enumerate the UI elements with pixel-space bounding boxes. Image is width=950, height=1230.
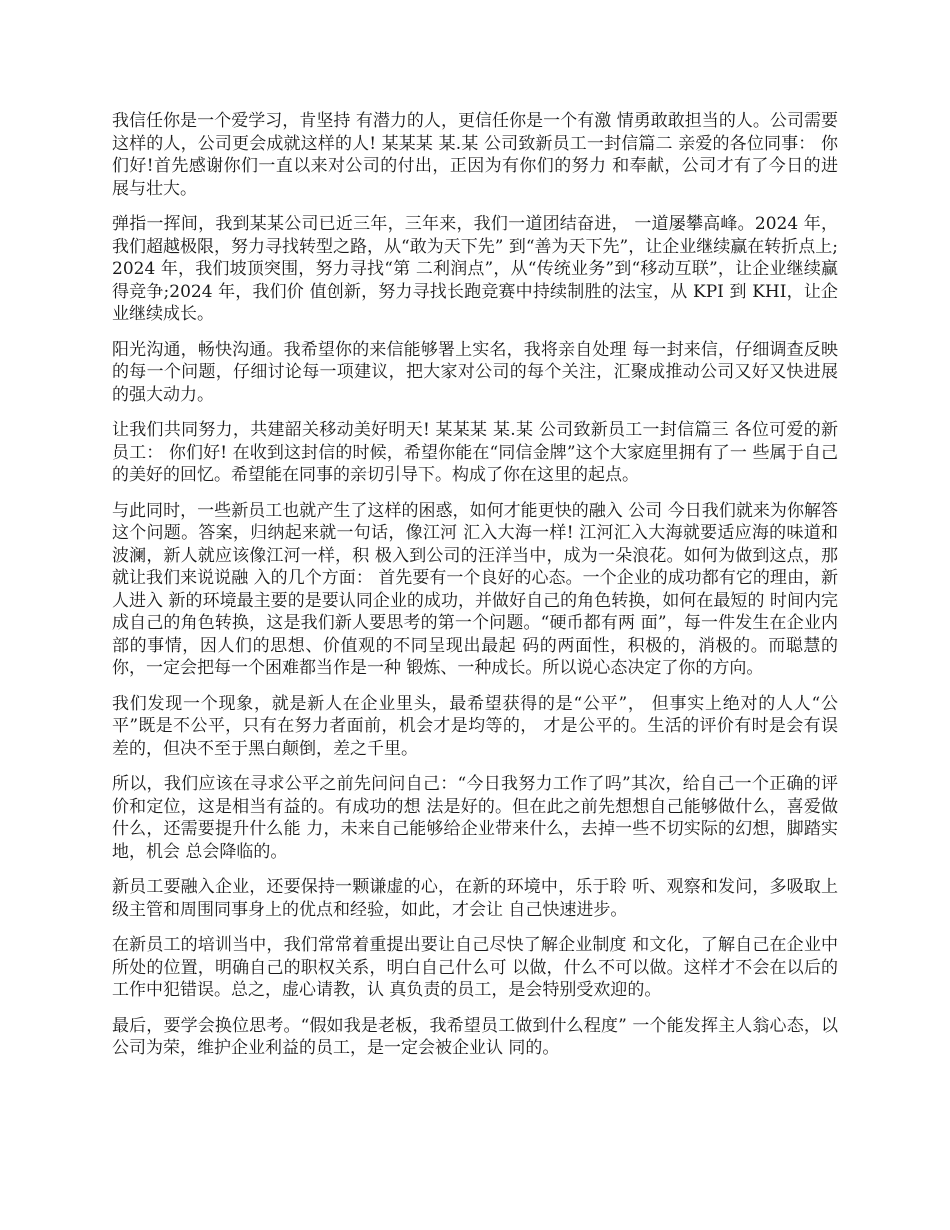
paragraph-3: 阳光沟通，畅快沟通。我希望你的来信能够署上实名，我将亲自处理 每一封来信，仔细调查反映的每一个问题，仔细讨论每一项建议，把大家对公司的每个关注，汇聚成推动公司又好又快进展的强大动力。 xyxy=(112,339,838,405)
paragraph-4: 让我们共同努力，共建韶关移动美好明天! 某某某 某.某 公司致新员工一封信篇三 各位可爱的新员工： 你们好! 在收到这封信的时候，希望你能在“同信金牌”这个大家庭里拥有了一 些属于自己的美好的回忆。希望能在同事的亲切引导下。构成了你在这里的起点。 xyxy=(112,420,838,485)
paragraph-10: 最后，要学会换位思考。“假如我是老板，我希望员工做到什么程度” 一个能发挥主人翁心态，以公司为荣，维护企业利益的员工，是一定会被企业认 同的。 xyxy=(112,1015,838,1058)
paragraph-9: 在新员工的培训当中，我们常常着重提出要让自己尽快了解企业制度 和文化，了解自己在企业中所处的位置，明确自己的职权关系，明白自己什么可 以做，什么不可以做。这样才不会在以后的工作中犯错误。总之，虚心请教，认 真负责的员工，是会特别受欢迎的。 xyxy=(112,935,838,1000)
paragraph-2: 弹指一挥间，我到某某公司已近三年，三年来，我们一道团结奋进， 一道屡攀高峰。2024 年，我们超越极限，努力寻找转型之路，从“敢为天下先” 到“善为天下先”，让企业继续赢在转折点上;2024 年，我们坡顶突围，努力寻找“第 二利润点”，从“传统业务”到“移动互联”，让企业继续赢得竞争;2024 年，我们价 值创新，努力寻找长跑竞赛中持续制胜的法宝，从 KPI 到 KHI，让企业继续成长。 xyxy=(112,214,838,324)
paragraph-7: 所以，我们应该在寻求公平之前先问问自己：“今日我努力工作了吗”其次，给自己一个正确的评价和定位，这是相当有益的。有成功的想 法是好的。但在此之前先想想自己能够做什么，喜爱做什么，还需要提升什么能 力，未来自己能够给企业带来什么，去掉一些不切实际的幻想，脚踏实地，机会 总会降临的。 xyxy=(112,774,838,862)
paragraph-1: 我信任你是一个爱学习，肯坚持 有潜力的人，更信任你是一个有激 情勇敢敢担当的人。公司需要这样的人，公司更会成就这样的人! 某某某 某.某 公司致新员工一封信篇二 亲爱的各位同事： 你们好!首先感谢你们一直以来对公司的付出，正因为有你们的努力 和奉献，公司才有了今日的进展与壮大。 xyxy=(112,111,838,199)
paragraph-8: 新员工要融入企业，还要保持一颗谦虚的心，在新的环境中，乐于聆 听、观察和发问，多吸取上级主管和周围同事身上的优点和经验，如此，才会让 自己快速进步。 xyxy=(112,877,838,920)
paragraph-6: 我们发现一个现象，就是新人在企业里头，最希望获得的是“公平”， 但事实上绝对的人人“公平”既是不公平，只有在努力者面前，机会才是均等的， 才是公平的。生活的评价有时是会有误差的，但决不至于黑白颠倒，差之千里。 xyxy=(112,693,838,759)
paragraph-5: 与此同时，一些新员工也就产生了这样的困惑，如何才能更快的融入 公司 今日我们就来为你解答这个问题。答案，归纳起来就一句话，像江河 汇入大海一样! 江河汇入大海就要适应海的味道和波澜，新人就应该像江河一样，积 极入到公司的汪洋当中，成为一朵浪花。如何为做到这点，那就让我们来说说融 入的几个方面： 首先要有一个良好的心态。一个企业的成功都有它的理由，新人进入 新的环境最主要的是要认同企业的成功，并做好自己的角色转换，如何在最短的 时间内完成自己的角色转换，这是我们新人要思考的第一个问题。“硬币都有两 面”，每一件发生在企业内部的事情，因人们的思想、价值观的不同呈现出最起 码的两面性，积极的，消极的。而聪慧的你，一定会把每一个困难都当作是一种 锻炼、一种成长。所以说心态决定了你的方向。 xyxy=(112,500,838,678)
